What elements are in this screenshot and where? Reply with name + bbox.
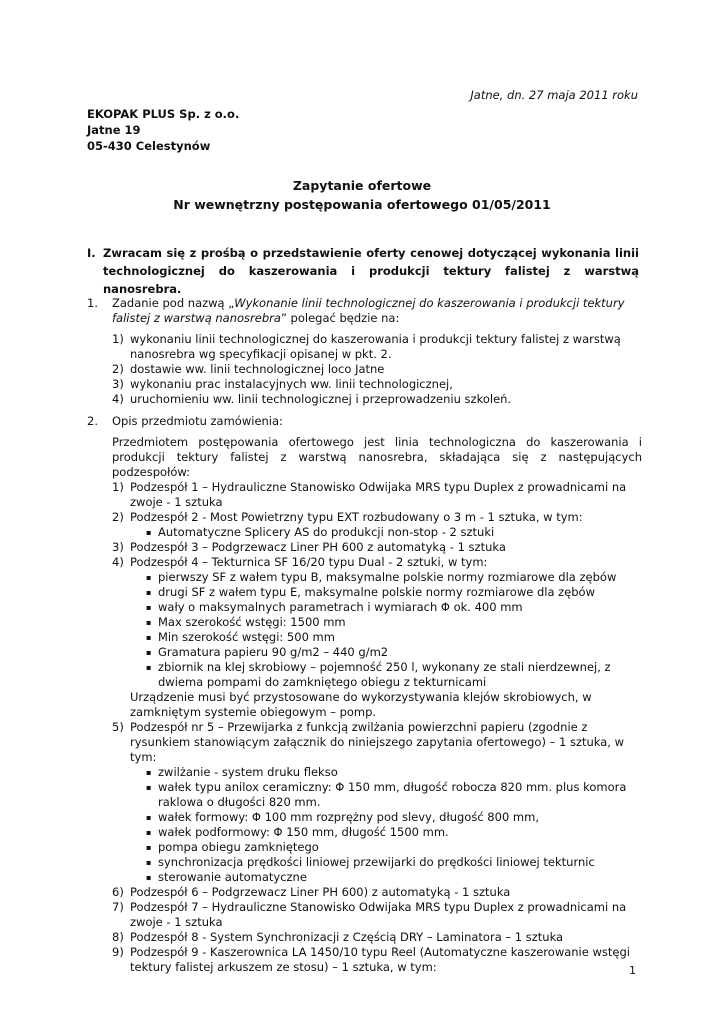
- list-item: [112, 555, 642, 570]
- bullet-icon: ▪: [146, 633, 152, 642]
- list-item: [112, 377, 642, 392]
- item-number: 3): [112, 377, 124, 391]
- point-1-number: 1.: [87, 296, 98, 310]
- point-1-text: [112, 296, 640, 326]
- sender-address: [87, 106, 239, 154]
- bullet-icon: ▪: [146, 858, 152, 867]
- sub-item-text: wałek formowy: Φ 100 mm rozprężny pod slevy, długość 800 mm,: [158, 810, 539, 824]
- bullet-icon: ▪: [146, 813, 152, 822]
- sub-item-text: Automatyczne Splicery AS do produkcji non-stop - 2 sztuki: [158, 525, 495, 539]
- item-text: wykonaniu prac instalacyjnych ww. linii technologicznej,: [130, 377, 453, 391]
- document-title: [0, 176, 724, 214]
- list-item: [112, 885, 642, 900]
- sub-item-text: Min szerokość wstęgi: 500 mm: [158, 630, 335, 644]
- sub-list-item: [112, 855, 642, 870]
- sub-item-text: sterowanie automatyczne: [158, 870, 307, 884]
- bullet-icon: ▪: [146, 783, 152, 792]
- item-text: wykonaniu linii technologicznej do kaszerowania i produkcji tektury falistej z warstwą nanosrebra wg specyfikacji opisanej w pkt. 2.: [130, 332, 621, 361]
- list-item: [112, 510, 642, 525]
- bullet-icon: ▪: [146, 603, 152, 612]
- sub-list-item: [112, 570, 642, 585]
- sub-list-item: [112, 840, 642, 855]
- bullet-icon: ▪: [146, 648, 152, 657]
- list-item: [112, 930, 642, 945]
- bullet-icon: ▪: [146, 528, 152, 537]
- sub-item-text: drugi SF z wałem typu E, maksymalne polskie normy rozmiarowe dla zębów: [158, 585, 595, 599]
- sub-list-item: [112, 615, 642, 630]
- item-text: Podzespół 9 - Kaszerownica LA 1450/10 typu Reel (Automatyczne kaszerowanie wstęgi tektury falistej arkuszem ze stosu) – 1 sztuka, w tym:: [130, 945, 630, 974]
- title-line-1: Zapytanie ofertowe: [292, 178, 432, 193]
- sub-item-text: pompa obiegu zamkniętego: [158, 840, 319, 854]
- item-number: 7): [112, 900, 124, 914]
- point-1-text-before: Zadanie pod nazwą „: [112, 296, 235, 310]
- point-2-intro: Przedmiotem postępowania ofertowego jest linia technologiczna do kaszerowania i produkcji tektury falistej z warstwą nanosrebra, składająca się z następujących podzespołów:: [112, 435, 642, 479]
- item-number: 2): [112, 510, 124, 524]
- item-number: 2): [112, 362, 124, 376]
- sub-list-item: [112, 870, 642, 885]
- sub-list-item: [112, 780, 642, 810]
- item-number: 5): [112, 720, 124, 734]
- sub-list-item: [112, 630, 642, 645]
- point-2-content: [112, 435, 642, 975]
- item-number: 4): [112, 392, 124, 406]
- sub-item-text: zbiornik na klej skrobiowy – pojemność 250 l, wykonany ze stali nierdzewnej, z dwiema pompami do zamkniętego obiegu z tekturnicami: [158, 660, 611, 689]
- sub-list-item: [112, 600, 642, 615]
- item-text: uruchomieniu ww. linii technologicznej i przeprowadzeniu szkoleń.: [130, 392, 512, 406]
- section-heading: [87, 244, 639, 298]
- bullet-icon: ▪: [146, 573, 152, 582]
- sub-item-text: zwilżanie - system druku flekso: [158, 765, 338, 779]
- item-number: 6): [112, 885, 124, 899]
- item-number: 8): [112, 930, 124, 944]
- sub-list-item: [112, 660, 642, 690]
- item-number: 1): [112, 332, 124, 346]
- bullet-icon: ▪: [146, 768, 152, 777]
- item-text: Podzespół 1 – Hydrauliczne Stanowisko Odwijaka MRS typu Duplex z prowadnicami na zwoje - 1 sztuka: [130, 480, 627, 509]
- sub-list-item: [112, 645, 642, 660]
- item-text: Podzespół 6 – Podgrzewacz Liner PH 600) z automatyką - 1 sztuka: [130, 885, 511, 899]
- list-item: [112, 392, 642, 407]
- company-city: 05-430 Celestynów: [87, 139, 211, 153]
- item-text: Podzespół 2 - Most Powietrzny typu EXT rozbudowany o 3 m - 1 sztuka, w tym:: [130, 510, 583, 524]
- sub-item-text: Max szerokość wstęgi: 1500 mm: [158, 615, 346, 629]
- item-number: 3): [112, 540, 124, 554]
- page-number: 1: [629, 964, 636, 977]
- list-item: [112, 332, 642, 362]
- list-item: [112, 900, 642, 930]
- point-1-list: [112, 332, 642, 407]
- list-item: [112, 362, 642, 377]
- point-1-text-after: ” polegać będzie na:: [280, 311, 400, 325]
- bullet-icon: ▪: [146, 843, 152, 852]
- bullet-icon: ▪: [146, 618, 152, 627]
- section-text: Zwracam się z prośbą o przedstawienie oferty cenowej dotyczącej wykonania linii technologicznej do kaszerowania i produkcji tektury falistej z warstwą nanosrebra.: [103, 246, 639, 296]
- sub-list-item: [112, 825, 642, 840]
- sub-item-text: Gramatura papieru 90 g/m2 – 440 g/m2: [158, 645, 389, 659]
- sub-item-text: synchronizacja prędkości liniowej przewijarki do prędkości liniowej tekturnic: [158, 855, 595, 869]
- item-text: dostawie ww. linii technologicznej loco Jatne: [130, 362, 385, 376]
- bullet-icon: ▪: [146, 873, 152, 882]
- point-2-number: 2.: [87, 414, 98, 428]
- item-text: Podzespół nr 5 – Przewijarka z funkcją zwilżania powierzchni papieru (zgodnie z rysunkiem stanowiącym załącznik do niniejszego zapytania ofertowego) – 1 sztuka, w tym:: [130, 720, 625, 764]
- sub-list-5: [112, 765, 642, 885]
- sub-item-text: pierwszy SF z wałem typu B, maksymalne polskie normy rozmiarowe dla zębów: [158, 570, 617, 584]
- item-text: Podzespół 3 – Podgrzewacz Liner PH 600 z automatyką - 1 sztuka: [130, 540, 506, 554]
- list-item: [112, 720, 642, 765]
- sub-list-item: [112, 810, 642, 825]
- sub-list-4: [112, 570, 642, 690]
- item-number: 1): [112, 480, 124, 494]
- sub-list-item: [112, 765, 642, 780]
- item-text: Podzespół 4 – Tekturnica SF 16/20 typu Dual - 2 sztuki, w tym:: [130, 555, 488, 569]
- sub-list-item: [112, 525, 642, 540]
- list-item: [112, 945, 642, 975]
- company-street: Jatne 19: [87, 123, 141, 137]
- item-number: 4): [112, 555, 124, 569]
- task-name: Wykonanie linii technologicznej do kaszerowania i produkcji tektury falistej z warstwą nanosrebra: [112, 296, 625, 325]
- sub-item-text: wały o maksymalnych parametrach i wymiarach Φ ok. 400 mm: [158, 600, 523, 614]
- list-item: [112, 540, 642, 555]
- list-item: [112, 480, 642, 510]
- item-text: Podzespół 7 – Hydrauliczne Stanowisko Odwijaka MRS typu Duplex z prowadnicami na zwoje - 1 sztuka: [130, 900, 627, 929]
- sub-list-2: [112, 525, 642, 540]
- document-date: Jatne, dn. 27 maja 2011 roku: [470, 88, 638, 102]
- point-2-heading: Opis przedmiotu zamówienia:: [112, 414, 283, 428]
- item-text: Podzespół 8 - System Synchronizacji z Częścią DRY – Laminatora – 1 sztuka: [130, 930, 564, 944]
- bullet-icon: ▪: [146, 663, 152, 672]
- sub-list-item: [112, 585, 642, 600]
- sub-item-text: wałek podformowy: Φ 150 mm, długość 1500 mm.: [158, 825, 449, 839]
- note-4: Urządzenie musi być przystosowane do wykorzystywania klejów skrobiowych, w zamkniętym systemie obiegowym – pomp.: [130, 690, 592, 719]
- bullet-icon: ▪: [146, 588, 152, 597]
- bullet-icon: ▪: [146, 828, 152, 837]
- item-number: 9): [112, 945, 124, 959]
- section-number: I.: [87, 246, 96, 260]
- company-name: EKOPAK PLUS Sp. z o.o.: [87, 107, 240, 121]
- title-line-2: Nr wewnętrzny postępowania ofertowego 01/05/2011: [173, 197, 551, 212]
- sub-item-text: wałek typu anilox ceramiczny: Φ 150 mm, długość robocza 820 mm. plus komora raklowa o długości 820 mm.: [158, 780, 627, 809]
